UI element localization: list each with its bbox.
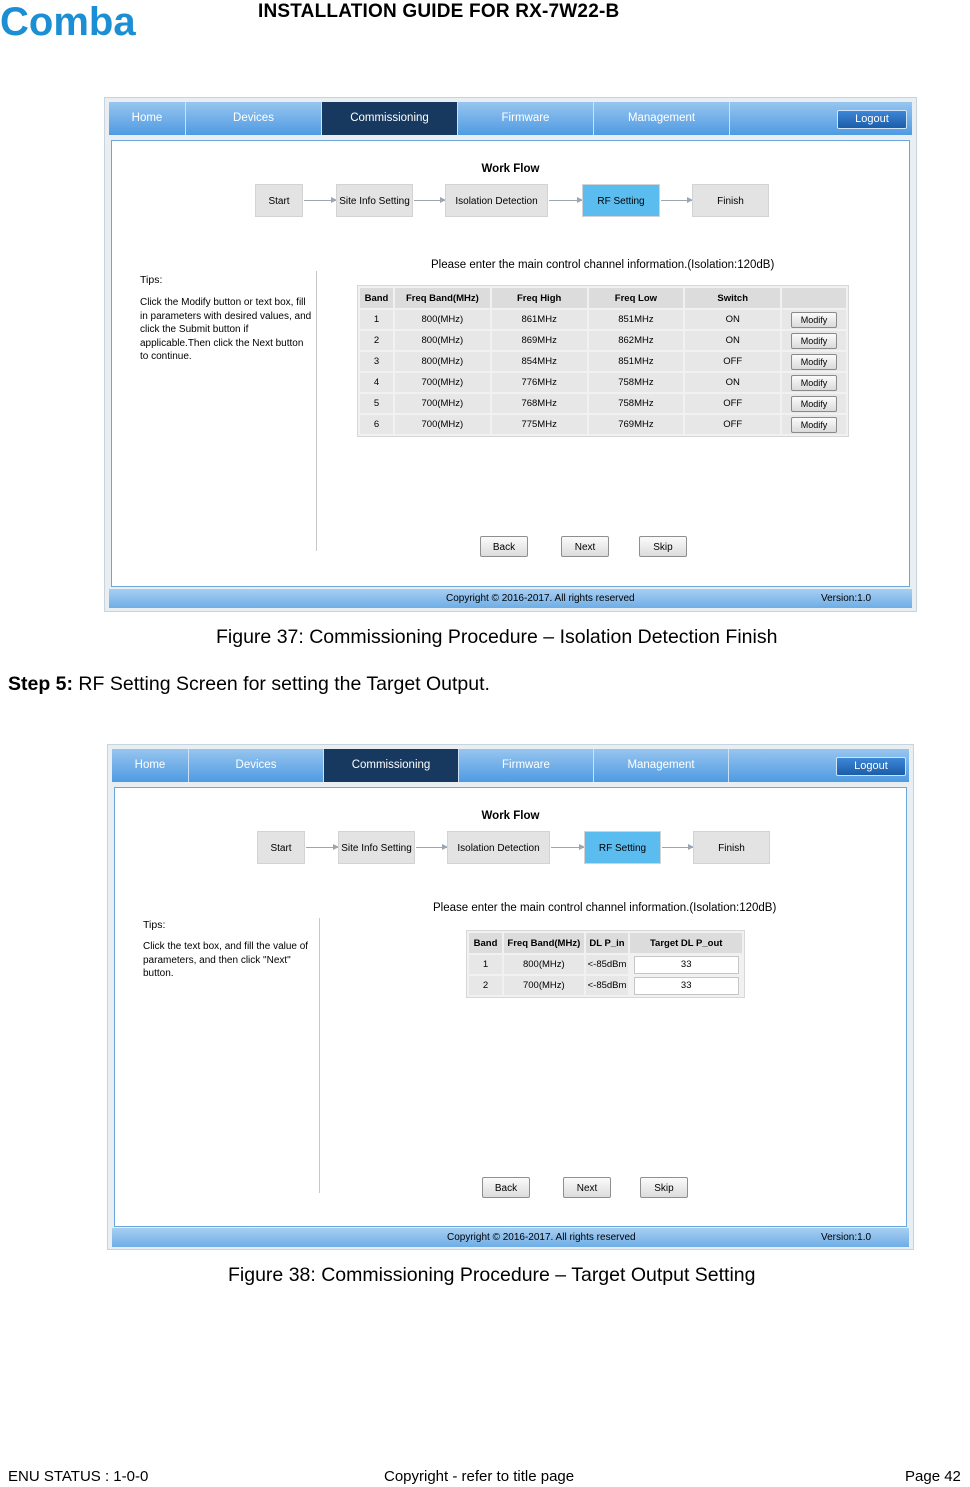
col-freq-band: Freq Band(MHz)	[504, 933, 584, 953]
copyright-text: Copyright © 2016-2017. All rights reserved	[446, 593, 635, 604]
modify-button[interactable]: Modify	[791, 417, 837, 433]
workflow-step-finish: Finish	[693, 831, 770, 864]
workflow-arrow	[551, 847, 584, 848]
isolation-table	[357, 285, 849, 437]
main-panel	[111, 140, 910, 587]
cell-freq-high: 869MHz	[492, 331, 587, 350]
cell-freq-band: 800(MHz)	[395, 352, 490, 371]
cell-band: 6	[360, 415, 393, 434]
tab-management[interactable]: Management	[594, 749, 729, 782]
cell-switch: OFF	[685, 394, 780, 413]
prompt-text: Please enter the main control channel information.(Isolation:120dB)	[433, 902, 777, 914]
workflow-step-site-info: Site Info Setting	[338, 831, 415, 864]
workflow-step-rf-setting: RF Setting	[584, 831, 661, 864]
cell-band: 2	[469, 976, 502, 995]
workflow-arrow	[306, 847, 338, 848]
workflow-arrow	[549, 200, 582, 201]
cell-switch: ON	[685, 310, 780, 329]
divider	[316, 271, 317, 551]
cell-freq-high: 861MHz	[492, 310, 587, 329]
cell-freq-band: 800(MHz)	[395, 310, 490, 329]
tips-text: Click the Modify button or text box, fill in parameters with desired values, and click the Submit button if applicable.Then click the Next button to continue.	[140, 297, 312, 362]
prompt-text: Please enter the main control channel information.(Isolation:120dB)	[431, 259, 775, 271]
workflow-step-isolation: Isolation Detection	[445, 184, 548, 217]
col-action	[782, 288, 846, 308]
tab-devices[interactable]: Devices	[186, 102, 322, 135]
workflow-step-site-info: Site Info Setting	[336, 184, 413, 217]
next-button[interactable]: Next	[561, 536, 609, 557]
cell-action	[782, 352, 846, 371]
modify-button[interactable]: Modify	[791, 375, 837, 391]
cell-freq-band: 700(MHz)	[504, 976, 584, 995]
modify-button[interactable]: Modify	[791, 312, 837, 328]
footer-page-number: Page 42	[905, 1468, 961, 1485]
table-row	[469, 955, 742, 974]
logout-button[interactable]: Logout	[837, 110, 907, 129]
cell-freq-high: 768MHz	[492, 394, 587, 413]
table-row	[360, 310, 846, 329]
tab-commissioning[interactable]: Commissioning	[322, 102, 458, 135]
version-text: Version:1.0	[821, 1232, 872, 1243]
cell-freq-band: 800(MHz)	[504, 955, 584, 974]
modify-button[interactable]: Modify	[791, 396, 837, 412]
figure-38-screenshot	[107, 744, 914, 1250]
cell-freq-high: 775MHz	[492, 415, 587, 434]
copyright-text: Copyright © 2016-2017. All rights reserved	[447, 1232, 636, 1243]
cell-band: 1	[360, 310, 393, 329]
cell-target-dl-pout	[630, 955, 742, 974]
tab-devices[interactable]: Devices	[189, 749, 324, 782]
cell-freq-low: 851MHz	[589, 310, 684, 329]
workflow-step-start: Start	[255, 184, 303, 217]
table-row	[360, 373, 846, 392]
divider	[319, 918, 320, 1193]
document-title: INSTALLATION GUIDE FOR RX-7W22-B	[258, 1, 620, 22]
modify-button[interactable]: Modify	[791, 354, 837, 370]
cell-freq-band: 700(MHz)	[395, 415, 490, 434]
cell-freq-low: 851MHz	[589, 352, 684, 371]
cell-freq-high: 776MHz	[492, 373, 587, 392]
logout-button[interactable]: Logout	[836, 757, 906, 776]
cell-action	[782, 415, 846, 434]
workflow-arrow	[662, 847, 693, 848]
next-button[interactable]: Next	[563, 1177, 611, 1198]
version-text: Version:1.0	[821, 593, 872, 604]
col-target-dl-pout: Target DL P_out	[630, 933, 742, 953]
tab-firmware[interactable]: Firmware	[459, 749, 594, 782]
table-row	[469, 976, 742, 995]
figure-37-screenshot	[104, 97, 917, 612]
cell-dl-pin: <-85dBm	[586, 976, 629, 995]
cell-band: 3	[360, 352, 393, 371]
tab-home[interactable]: Home	[109, 102, 186, 135]
cell-freq-low: 758MHz	[589, 373, 684, 392]
figure-37-caption: Figure 37: Commissioning Procedure – Isolation Detection Finish	[216, 626, 778, 648]
back-button[interactable]: Back	[480, 536, 528, 557]
col-freq-low: Freq Low	[589, 288, 684, 308]
col-switch: Switch	[685, 288, 780, 308]
footer-bar	[112, 1228, 909, 1247]
cell-freq-band: 700(MHz)	[395, 394, 490, 413]
top-nav-bar	[112, 749, 909, 782]
table-header-row	[360, 288, 846, 308]
workflow-arrow	[304, 200, 336, 201]
cell-freq-low: 769MHz	[589, 415, 684, 434]
logo-text: Comba	[0, 0, 136, 44]
workflow-step-start: Start	[257, 831, 305, 864]
table-row	[360, 394, 846, 413]
cell-switch: ON	[685, 331, 780, 350]
step-5-body: RF Setting Screen for setting the Target Output.	[73, 673, 490, 695]
modify-button[interactable]: Modify	[791, 333, 837, 349]
cell-dl-pin: <-85dBm	[586, 955, 629, 974]
cell-freq-low: 758MHz	[589, 394, 684, 413]
cell-switch: OFF	[685, 352, 780, 371]
col-freq-band: Freq Band(MHz)	[395, 288, 490, 308]
footer-bar	[109, 589, 912, 608]
target-output-input[interactable]: 33	[634, 956, 739, 974]
col-band: Band	[469, 933, 502, 953]
cell-freq-band: 700(MHz)	[395, 373, 490, 392]
cell-target-dl-pout	[630, 976, 742, 995]
skip-button[interactable]: Skip	[640, 1177, 688, 1198]
tab-management[interactable]: Management	[594, 102, 730, 135]
workflow-step-finish: Finish	[692, 184, 769, 217]
cell-band: 2	[360, 331, 393, 350]
main-panel	[114, 787, 907, 1227]
cell-freq-high: 854MHz	[492, 352, 587, 371]
workflow-title: Work Flow	[481, 163, 540, 175]
cell-action	[782, 394, 846, 413]
table-header-row	[469, 933, 742, 953]
cell-switch: ON	[685, 373, 780, 392]
col-freq-high: Freq High	[492, 288, 587, 308]
footer-status: ENU STATUS : 1-0-0	[8, 1468, 149, 1485]
workflow-title: Work Flow	[481, 810, 540, 822]
tab-commissioning[interactable]: Commissioning	[324, 749, 459, 782]
table-row	[360, 415, 846, 434]
cell-freq-band: 800(MHz)	[395, 331, 490, 350]
workflow-step-isolation: Isolation Detection	[447, 831, 550, 864]
cell-band: 5	[360, 394, 393, 413]
tips-text: Click the text box, and fill the value of parameters, and then click "Next" button.	[143, 941, 309, 979]
top-nav-bar	[109, 102, 912, 135]
back-button[interactable]: Back	[482, 1177, 530, 1198]
footer-copyright: Copyright - refer to title page	[384, 1468, 575, 1485]
step-5-label: Step 5:	[8, 673, 74, 695]
workflow-arrow	[414, 200, 445, 201]
table-row	[360, 352, 846, 371]
workflow-arrow	[416, 847, 447, 848]
tab-firmware[interactable]: Firmware	[458, 102, 594, 135]
cell-action	[782, 373, 846, 392]
cell-freq-low: 862MHz	[589, 331, 684, 350]
target-output-table	[466, 930, 745, 998]
workflow-arrow	[661, 200, 692, 201]
table-row	[360, 331, 846, 350]
step-5-text	[8, 673, 490, 696]
tips-label: Tips:	[143, 919, 166, 931]
target-output-input[interactable]: 33	[634, 977, 739, 995]
col-band: Band	[360, 288, 393, 308]
cell-band: 4	[360, 373, 393, 392]
figure-38-caption: Figure 38: Commissioning Procedure – Target Output Setting	[228, 1264, 756, 1286]
comba-logo	[0, 0, 185, 44]
workflow-step-rf-setting: RF Setting	[582, 184, 660, 217]
tips-label: Tips:	[140, 274, 163, 286]
cell-band: 1	[469, 955, 502, 974]
skip-button[interactable]: Skip	[639, 536, 687, 557]
cell-switch: OFF	[685, 415, 780, 434]
col-dl-pin: DL P_in	[586, 933, 629, 953]
cell-action	[782, 310, 846, 329]
tab-home[interactable]: Home	[112, 749, 189, 782]
cell-action	[782, 331, 846, 350]
